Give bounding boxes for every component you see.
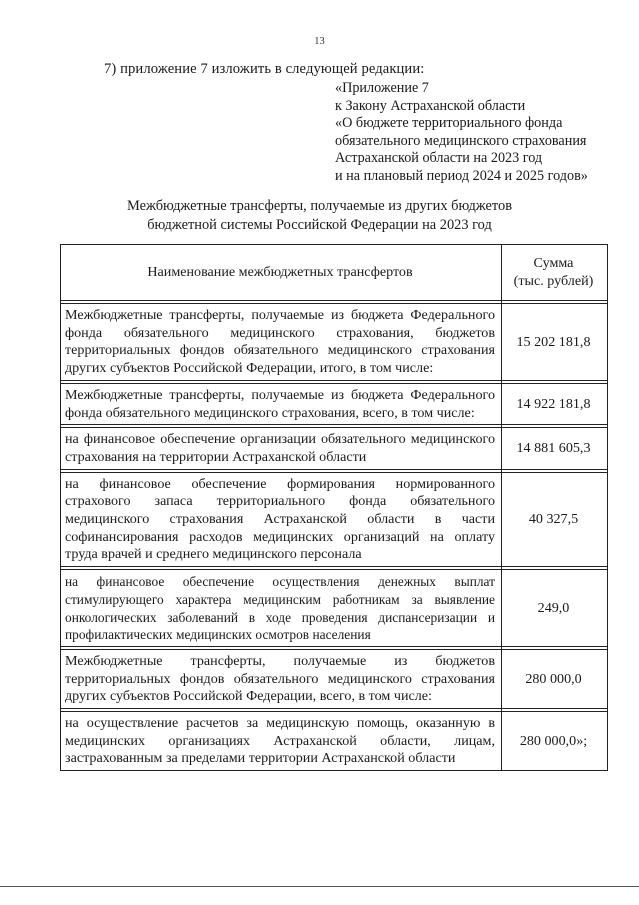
document-title-line: Межбюджетные трансферты, получаемые из других бюджетов — [126, 198, 513, 214]
header-sum-cell — [502, 245, 608, 301]
appendix-header-line: «Приложение 7 — [335, 80, 429, 96]
row-sum: 249,0 — [502, 570, 608, 647]
table-row — [61, 383, 608, 424]
appendix-header-line: Астраханской области на 2023 год — [335, 150, 543, 167]
page-number: 13 — [314, 36, 325, 47]
appendix-header-line: обязательного медицинского страхования — [335, 132, 587, 149]
row-sum: 280 000,0 — [502, 649, 608, 708]
header-sum-unit: (тыс. рублей) — [513, 273, 594, 289]
footer-divider — [0, 886, 639, 887]
row-name: Межбюджетные трансферты, получаемые из бюджета Федерального фонда обязательного медицинского страхования, всего, в том числе: — [61, 383, 502, 424]
table-header-row — [61, 245, 608, 301]
table-row — [61, 712, 608, 771]
header-name-cell: Наименование межбюджетных трансфертов — [61, 245, 502, 301]
header-sum-label: Сумма — [533, 255, 574, 272]
row-sum: 14 881 605,3 — [502, 428, 608, 469]
table-row — [61, 570, 608, 647]
row-name: на финансовое обеспечение организации обязательного медицинского страхования на территории Астраханской области — [61, 428, 502, 469]
document-title-line: бюджетной системы Российской Федерации на 2023 год — [147, 217, 492, 233]
appendix-header-line: и на плановый период 2024 и 2025 годов» — [335, 167, 588, 184]
table-row — [61, 649, 608, 708]
appendix-header-line: к Закону Астраханской области — [335, 97, 526, 114]
transfers-table — [60, 244, 608, 771]
row-sum: 14 922 181,8 — [502, 383, 608, 424]
appendix-header-line: «О бюджете территориального фонда — [335, 115, 563, 132]
table-row — [61, 472, 608, 567]
appendix-header — [335, 80, 588, 186]
row-sum: 15 202 181,8 — [502, 304, 608, 381]
amendment-intro: 7) приложение 7 изложить в следующей редакции: — [104, 61, 425, 77]
table-row — [61, 428, 608, 469]
row-sum: 280 000,0»; — [502, 712, 608, 771]
row-sum: 40 327,5 — [502, 472, 608, 567]
document-title — [0, 197, 639, 235]
row-name: Межбюджетные трансферты, получаемые из бюджетов территориальных фондов обязательного медицинского страхования других субъектов Российской Федерации, всего, в том числе: — [61, 649, 502, 708]
table-row — [61, 304, 608, 381]
row-name: Межбюджетные трансферты, получаемые из бюджета Федерального фонда обязательного медицинского страхования, бюджетов территориальных фондов обязательного медицинского страхования других субъектов Российской Федерации, итого, в том числе: — [61, 304, 502, 381]
row-name: на финансовое обеспечение осуществления денежных выплат стимулирующего характера медицинским работникам за выявление онкологических заболеваний в ходе проведения диспансеризации и профилактических медицинских осмотров населения — [61, 570, 502, 647]
row-name: на финансовое обеспечение формирования нормированного страхового запаса территориального фонда обязательного медицинского страхования Астраханской области в части софинансирования расходов медицинских организаций на оплату труда врачей и среднего медицинского персонала — [61, 472, 502, 567]
row-name: на осуществление расчетов за медицинскую помощь, оказанную в медицинских организациях Астраханской области, лицам, застрахованным за пределами территории Астраханской области — [61, 712, 502, 771]
